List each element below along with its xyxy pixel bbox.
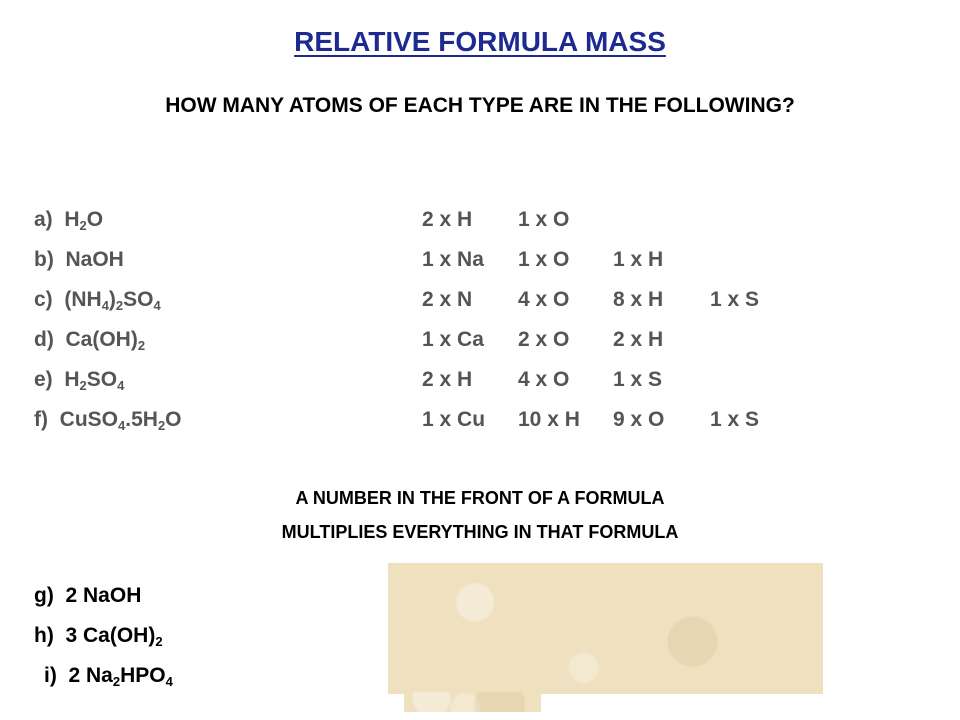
count-cell: 2 x H [422,208,473,231]
count-cell: 2 x H [613,328,664,351]
count-cell: 1 x H [613,248,664,271]
count-cell: 1 x O [518,248,570,271]
count-cell: 8 x H [613,288,664,311]
answer-cover-panel[interactable] [388,563,823,694]
answer-row-d [0,328,960,360]
answer-row-c [0,288,960,320]
formula-f: f) $CuSO_4.5H_2O$ [34,408,182,433]
question-g: g) 2 NaOH [34,584,142,607]
formula-d: d) $Ca(OH)_2$ [34,328,146,353]
formula-b: b) NaOH [34,248,124,271]
count-cell: 4 x O [518,288,570,311]
formula-a: a) $H_2O$ [34,208,104,233]
count-cell: 2 x H [422,368,473,391]
formula-e: e) $H_2SO_4$ [34,368,125,393]
answer-row-f [0,408,960,440]
rule-note-line2: MULTIPLIES EVERYTHING IN THAT FORMULA [281,522,679,542]
count-cell: 9 x O [613,408,665,431]
rule-note-line1: A NUMBER IN THE FRONT OF A FORMULA [295,488,665,508]
count-cell: 4 x O [518,368,570,391]
count-cell: 1 x Na [422,248,484,271]
question-i: i) 2 $Na_2HPO_4$ [44,664,173,689]
answer-cover-tab[interactable] [404,692,541,712]
formula-c: c) $(NH_4)_2SO_4$ [34,288,161,313]
question-h: h) 3 $Ca(OH)_2$ [34,624,163,649]
count-cell: 1 x O [518,208,570,231]
answer-row-b [0,248,960,280]
count-cell: 1 x S [613,368,663,391]
count-cell: 1 x S [710,408,760,431]
count-cell: 1 x Ca [422,328,484,351]
count-cell: 2 x N [422,288,473,311]
count-cell: 1 x S [710,288,760,311]
answer-row-a [0,208,960,240]
count-cell: 1 x Cu [422,408,486,431]
answer-row-e [0,368,960,400]
count-cell: 2 x O [518,328,570,351]
question-heading: HOW MANY ATOMS OF EACH TYPE ARE IN THE FOLLOWING? [165,94,795,117]
slide-title: RELATIVE FORMULA MASS [294,26,666,57]
count-cell: 10 x H [518,408,580,431]
